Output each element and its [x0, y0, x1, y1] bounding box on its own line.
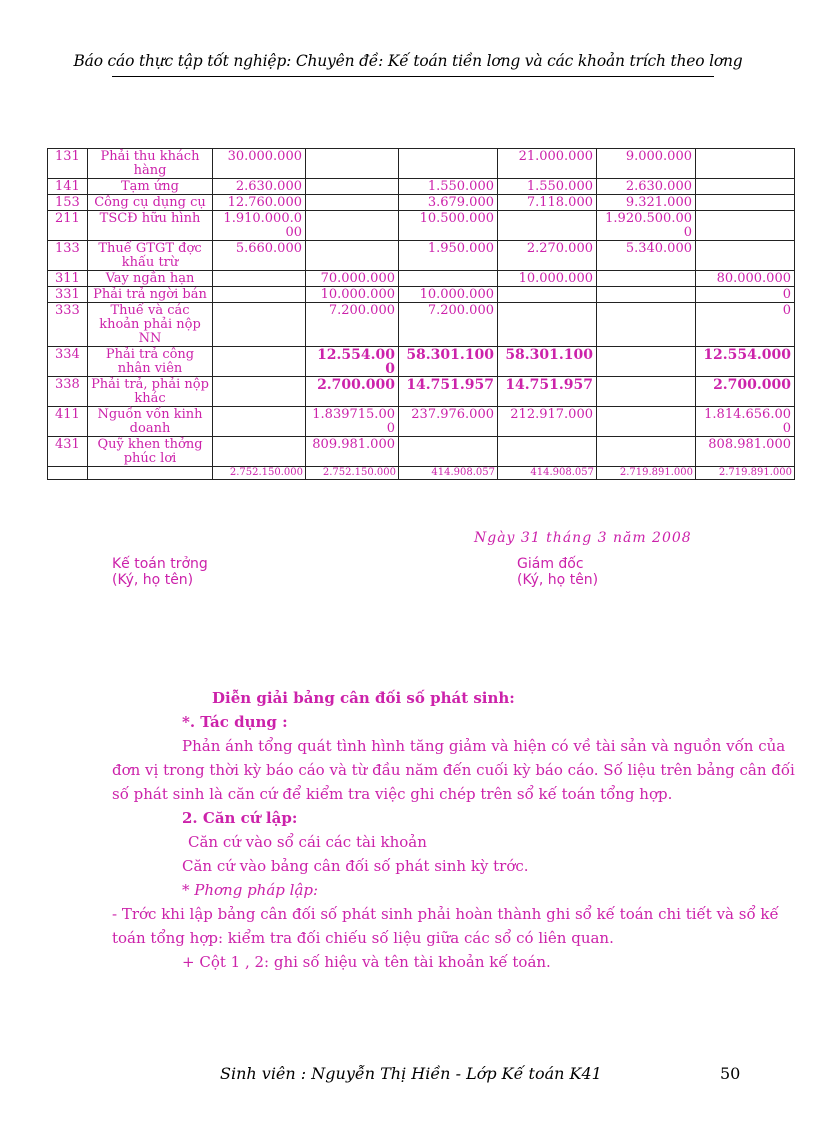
basis-item: Căn cứ vào bảng cân đối số phát sinh kỳ trớc.	[182, 857, 529, 875]
explanation-section	[112, 686, 795, 974]
subheading-purpose: *. Tác dụng :	[182, 713, 288, 731]
amount-cell	[399, 437, 498, 467]
table-row	[48, 195, 795, 211]
paragraph-purpose-line: Phản ánh tổng quát tình hình tăng giảm và hiện có về tài sản và nguồn vốn của	[182, 737, 786, 755]
amount-cell	[498, 287, 597, 303]
signature-director-title: Giám đốc	[517, 556, 584, 572]
total-cell: 2.719.891.000	[597, 467, 696, 480]
amount-cell	[399, 149, 498, 179]
page-footer: Sinh viên : Nguyễn Thị Hiền - Lớp Kế toán K41	[220, 1064, 602, 1083]
explanation-heading: Diễn giải bảng cân đối số phát sinh:	[212, 689, 515, 707]
header-rule	[112, 76, 714, 77]
amount-cell: 0	[696, 287, 795, 303]
account-name: Thuế GTGT đợc khấu trừ	[88, 241, 213, 271]
account-code: 211	[48, 211, 88, 241]
table-row	[48, 407, 795, 437]
amount-cell	[597, 377, 696, 407]
total-cell: 2.752.150.000	[213, 467, 306, 480]
amount-cell: 12.760.000	[213, 195, 306, 211]
table-row	[48, 241, 795, 271]
amount-cell: 5.660.000	[213, 241, 306, 271]
amount-cell: 0	[696, 303, 795, 347]
amount-cell: 70.000.000	[306, 271, 399, 287]
amount-cell: 1.920.500.000	[597, 211, 696, 241]
amount-cell	[696, 211, 795, 241]
account-code: 311	[48, 271, 88, 287]
amount-cell: 12.554.000	[306, 347, 399, 377]
account-code: 331	[48, 287, 88, 303]
table-row	[48, 149, 795, 179]
table-row	[48, 437, 795, 467]
table-row	[48, 377, 795, 407]
account-name: Công cụ dụng cụ	[88, 195, 213, 211]
amount-cell	[213, 347, 306, 377]
table-row	[48, 271, 795, 287]
amount-cell	[213, 303, 306, 347]
amount-cell	[399, 271, 498, 287]
amount-cell: 237.976.000	[399, 407, 498, 437]
amount-cell	[498, 211, 597, 241]
amount-cell	[498, 303, 597, 347]
amount-cell: 21.000.000	[498, 149, 597, 179]
amount-cell	[213, 407, 306, 437]
account-name: Vay ngắn hạn	[88, 271, 213, 287]
amount-cell: 1.910.000.000	[213, 211, 306, 241]
amount-cell	[597, 303, 696, 347]
amount-cell	[597, 437, 696, 467]
table-row	[48, 179, 795, 195]
total-cell: 2.752.150.000	[306, 467, 399, 480]
signature-director-note: (Ký, họ tên)	[517, 572, 599, 588]
account-name: Tạm ứng	[88, 179, 213, 195]
amount-cell	[306, 211, 399, 241]
total-cell: 2.719.891.000	[696, 467, 795, 480]
subheading-method: * Phơng pháp lập:	[182, 881, 319, 899]
amount-cell	[696, 195, 795, 211]
amount-cell: 10.500.000	[399, 211, 498, 241]
amount-cell: 80.000.000	[696, 271, 795, 287]
amount-cell: 58.301.100	[498, 347, 597, 377]
account-name: Phải trả công nhân viên	[88, 347, 213, 377]
amount-cell	[213, 377, 306, 407]
account-code: 338	[48, 377, 88, 407]
amount-cell: 7.118.000	[498, 195, 597, 211]
method-item: + Cột 1 , 2: ghi số hiệu và tên tài khoản kế toán.	[182, 953, 551, 971]
amount-cell: 14.751.957	[498, 377, 597, 407]
account-code: 153	[48, 195, 88, 211]
amount-cell: 1.814.656.000	[696, 407, 795, 437]
empty-cell	[48, 467, 88, 480]
amount-cell	[306, 241, 399, 271]
amount-cell: 14.751.957	[399, 377, 498, 407]
account-name: Quỹ khen thởng phúc lơi	[88, 437, 213, 467]
paragraph-method-line: toán tổng hợp: kiểm tra đối chiếu số liệu giữa các sổ có liên quan.	[112, 929, 614, 947]
signature-director	[517, 556, 598, 588]
amount-cell	[597, 271, 696, 287]
report-date: Ngày 31 tháng 3 năm 2008	[474, 530, 692, 546]
totals-row	[48, 467, 795, 480]
amount-cell: 12.554.000	[696, 347, 795, 377]
amount-cell	[597, 407, 696, 437]
table-row	[48, 287, 795, 303]
account-name: Phải trả ngời bán	[88, 287, 213, 303]
table-row	[48, 211, 795, 241]
page-header: Báo cáo thực tập tốt nghiệp: Chuyên đề: Kế toán tiền lơng và các khoản trích theo lơng	[73, 52, 743, 70]
amount-cell: 9.000.000	[597, 149, 696, 179]
amount-cell	[696, 241, 795, 271]
amount-cell: 2.630.000	[213, 179, 306, 195]
account-name: Nguồn vốn kinh doanh	[88, 407, 213, 437]
signature-accountant-note: (Ký, họ tên)	[112, 572, 194, 588]
amount-cell: 2.270.000	[498, 241, 597, 271]
amount-cell: 1.950.000	[399, 241, 498, 271]
signature-accountant-title: Kế toán trởng	[112, 556, 208, 572]
amount-cell: 10.000.000	[306, 287, 399, 303]
account-name: Thuế và các khoản phải nộp NN	[88, 303, 213, 347]
amount-cell: 10.000.000	[498, 271, 597, 287]
amount-cell: 2.700.000	[696, 377, 795, 407]
account-code: 141	[48, 179, 88, 195]
total-cell: 414.908.057	[399, 467, 498, 480]
amount-cell: 1.839715.000	[306, 407, 399, 437]
trial-balance-table	[47, 148, 795, 480]
signature-accountant	[112, 556, 208, 588]
amount-cell	[696, 179, 795, 195]
account-name: Phải thu khách hàng	[88, 149, 213, 179]
amount-cell	[498, 437, 597, 467]
amount-cell: 2.630.000	[597, 179, 696, 195]
amount-cell: 1.550.000	[399, 179, 498, 195]
amount-cell	[696, 149, 795, 179]
amount-cell: 3.679.000	[399, 195, 498, 211]
page-number: 50	[720, 1064, 741, 1083]
amount-cell	[213, 271, 306, 287]
amount-cell: 10.000.000	[399, 287, 498, 303]
account-name: Phải trả, phải nộp khác	[88, 377, 213, 407]
account-code: 431	[48, 437, 88, 467]
amount-cell: 2.700.000	[306, 377, 399, 407]
table-row	[48, 303, 795, 347]
amount-cell	[597, 287, 696, 303]
account-code: 131	[48, 149, 88, 179]
amount-cell	[306, 149, 399, 179]
table-row	[48, 347, 795, 377]
amount-cell: 809.981.000	[306, 437, 399, 467]
paragraph-purpose-line: đơn vị trong thời kỳ báo cáo và từ đầu năm đến cuối kỳ báo cáo. Số liệu trên bảng cân đối	[112, 761, 795, 779]
amount-cell: 7.200.000	[306, 303, 399, 347]
amount-cell: 808.981.000	[696, 437, 795, 467]
account-code: 411	[48, 407, 88, 437]
amount-cell: 212.917.000	[498, 407, 597, 437]
account-name: TSCĐ hữu hình	[88, 211, 213, 241]
basis-item: Căn cứ vào sổ cái các tài khoản	[188, 833, 427, 851]
account-code: 133	[48, 241, 88, 271]
subheading-basis: 2. Căn cứ lập:	[182, 809, 298, 827]
amount-cell: 58.301.100	[399, 347, 498, 377]
account-code: 333	[48, 303, 88, 347]
empty-cell	[88, 467, 213, 480]
amount-cell: 9.321.000	[597, 195, 696, 211]
paragraph-method-line: - Trớc khi lập bảng cân đối số phát sinh phải hoàn thành ghi sổ kế toán chi tiết và sổ kế	[112, 905, 779, 923]
amount-cell: 1.550.000	[498, 179, 597, 195]
total-cell: 414.908.057	[498, 467, 597, 480]
amount-cell	[306, 195, 399, 211]
amount-cell: 5.340.000	[597, 241, 696, 271]
amount-cell	[597, 347, 696, 377]
amount-cell	[213, 287, 306, 303]
amount-cell	[306, 179, 399, 195]
paragraph-purpose-line: số phát sinh là căn cứ để kiểm tra việc ghi chép trên sổ kế toán tổng hợp.	[112, 785, 673, 803]
account-code: 334	[48, 347, 88, 377]
amount-cell	[213, 437, 306, 467]
amount-cell: 7.200.000	[399, 303, 498, 347]
amount-cell: 30.000.000	[213, 149, 306, 179]
